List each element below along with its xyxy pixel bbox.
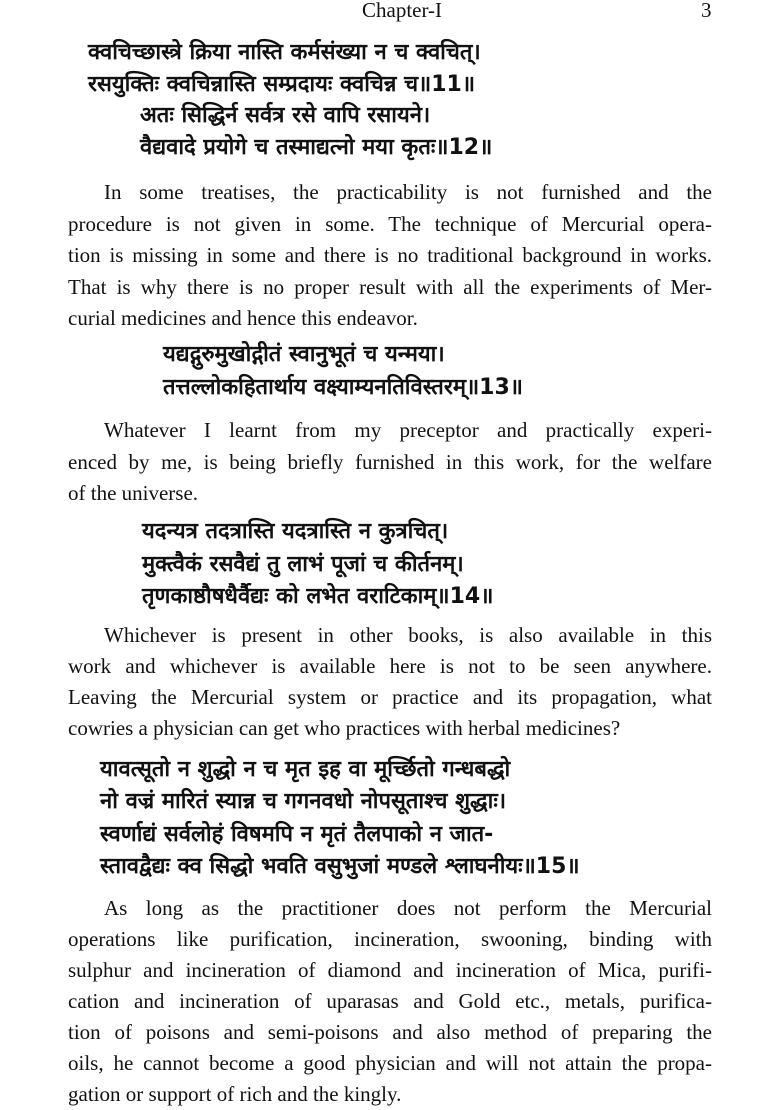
paragraph-line: As long as the practitioner does not perform the Mercurial — [104, 896, 712, 920]
verse-line: मुक्त्वैकं रसवैद्यं तु लाभं पूजां च कीर्तनम्। — [142, 552, 464, 577]
paragraph-line: Whatever I learnt from my preceptor and practically experi- — [104, 418, 712, 442]
running-header-chapter: Chapter-I — [362, 0, 443, 22]
paragraph-line: In some treatises, the practicability is not furnished and the — [104, 180, 712, 204]
verse-line: क्वचिच्छास्त्रे क्रिया नास्ति कर्मसंख्या न च क्वचित्। — [88, 40, 481, 65]
paragraph-line: work and whichever is available here is not to be seen anywhere. — [68, 654, 712, 678]
verse-line: यदन्यत्र तदत्रास्ति यदत्रास्ति न कुत्रचित्। — [142, 519, 449, 544]
paragraph-line: operations like purification, incineration, swooning, binding with — [68, 927, 712, 951]
paragraph-line: curial medicines and hence this endeavor. — [68, 306, 418, 330]
paragraph-line: sulphur and incineration of diamond and incineration of Mica, purifi- — [68, 958, 712, 982]
paragraph-line: cowries a physician can get who practices with herbal medicines? — [68, 716, 621, 740]
verse-line: स्तावद्वैद्यः क्व सिद्धो भवति वसुभुजां मण्डले श्लाघनीयः॥15॥ — [100, 854, 580, 879]
page-number: 3 — [701, 0, 712, 22]
verse-line: यद्यद्गुरुमुखोद्गीतं स्वानुभूतं च यन्मया। — [163, 342, 445, 367]
verse-line: तृणकाष्ठौषधैर्वैद्यः को लभेत वराटिकाम्॥14॥ — [142, 584, 494, 609]
paragraph-line: Leaving the Mercurial system or practice and its propagation, what — [68, 685, 712, 709]
paragraph-line: cation and incineration of uparasas and Gold etc., metals, purifica- — [68, 989, 712, 1013]
paragraph-line: of the universe. — [68, 481, 199, 505]
paragraph-line: tion of poisons and semi-poisons and also method of preparing the — [68, 1020, 712, 1044]
verse-line: रसयुक्तिः क्वचिन्नास्ति सम्प्रदायः क्वचिन्न च॥11॥ — [88, 72, 476, 97]
paragraph-line: tion is missing in some and there is no traditional background in works. — [68, 243, 712, 267]
verse-line: स्वर्णाद्यं सर्वलोहं विषमपि न मृतं तैलपाको न जात- — [100, 822, 494, 847]
paragraph-line: gation or support of rich and the kingly. — [68, 1082, 402, 1106]
verse-line: यावत्सूतो न शुद्धो न च मृत इह वा मूर्च्छितो गन्धबद्धो — [100, 757, 511, 782]
verse-line: वैद्यवादे प्रयोगे च तस्माद्यत्नो मया कृतः॥12॥ — [140, 135, 493, 160]
verse-line: नो वज्रं मारितं स्यान्न च गगनवधो नोपसूताश्च शुद्धाः। — [100, 789, 507, 814]
paragraph-line: enced by me, is being briefly furnished in this work, for the welfare — [68, 450, 712, 474]
paragraph-line: procedure is not given in some. The technique of Mercurial opera- — [68, 212, 712, 236]
paragraph-line: Whichever is present in other books, is also available in this — [104, 623, 712, 647]
verse-line: तत्तल्लोकहितार्थाय वक्ष्याम्यनतिविस्तरम्॥13॥ — [163, 375, 523, 400]
verse-line: अतः सिद्धिर्न सर्वत्र रसे वापि रसायने। — [140, 103, 431, 128]
paragraph-line: That is why there is no proper result with all the experiments of Mer- — [68, 275, 712, 299]
paragraph-line: oils, he cannot become a good physician and will not attain the propa- — [68, 1051, 712, 1075]
